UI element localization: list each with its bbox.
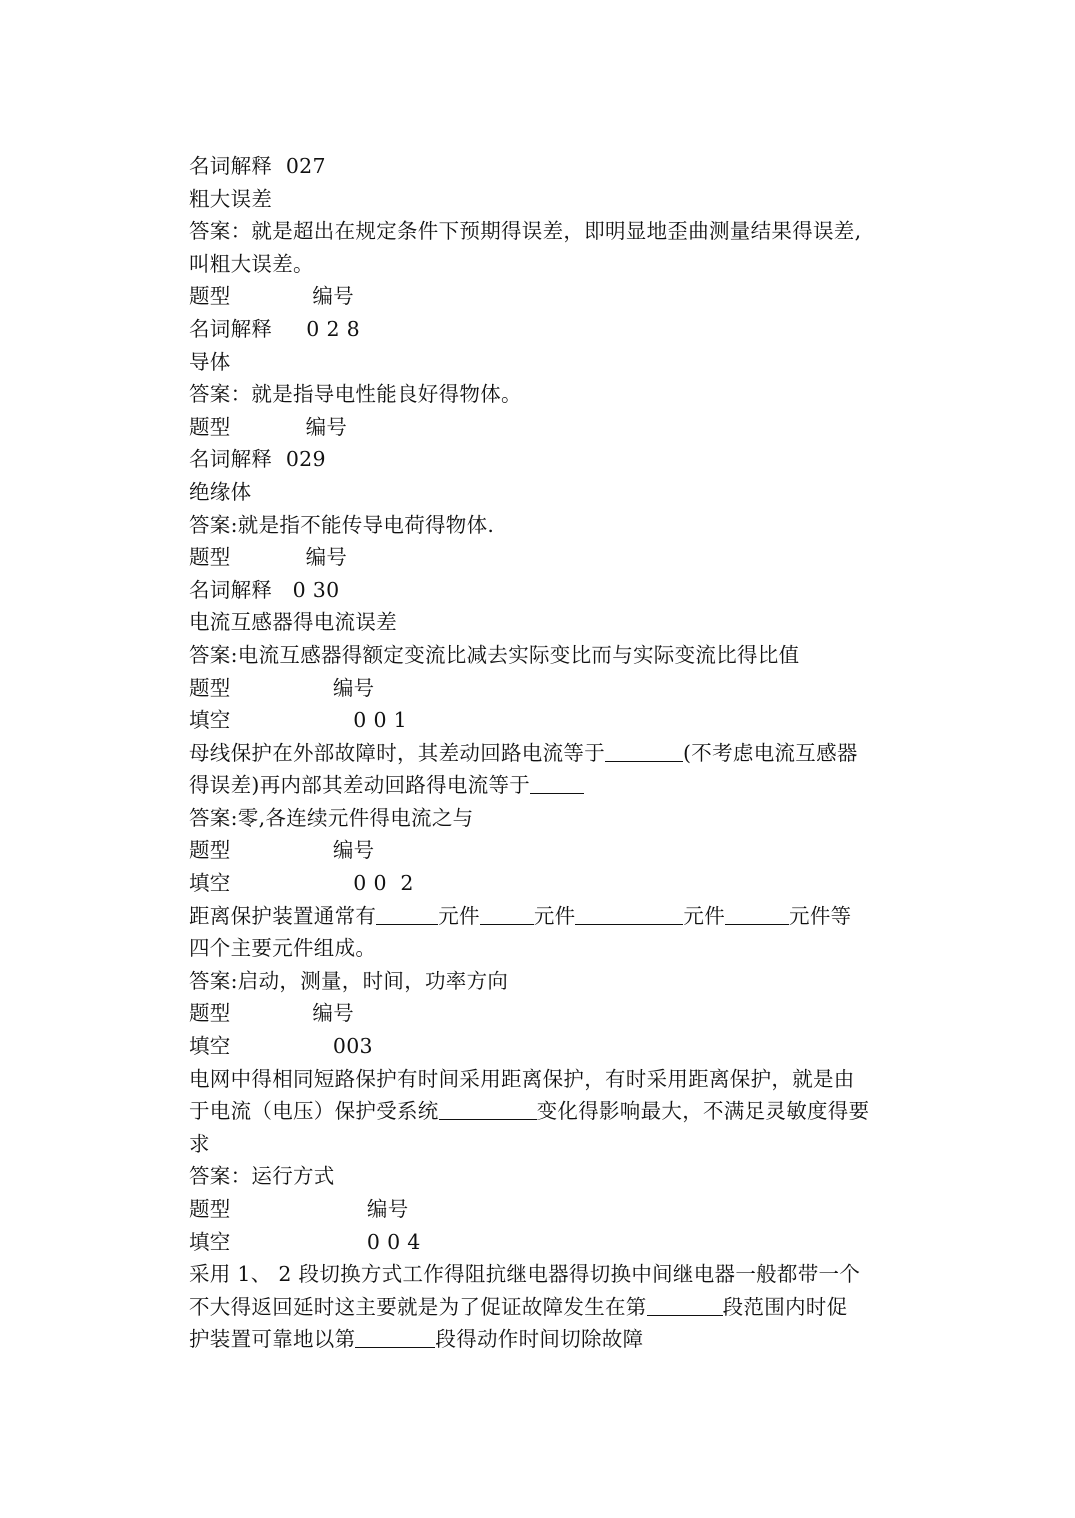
question-text: 电网中得相同短路保护有时间采用距离保护，有时采用距离保护，就是由	[189, 1066, 855, 1091]
answer: 答案：运行方式	[189, 1164, 335, 1189]
answer: 答案：就是超出在规定条件下预期得误差，即明显地歪曲测量结果得误差,	[189, 219, 862, 244]
answer: 答案:启动，测量，时间，功率方向	[189, 968, 509, 993]
fill-blank	[376, 903, 438, 925]
question-text-part: 于电流（电压）保护受系统	[189, 1099, 439, 1124]
question-text	[189, 1323, 889, 1356]
question-text	[189, 769, 889, 802]
answer: 答案:零,各连续元件得电流之与	[189, 805, 474, 830]
question-text-part: 得误差)再内部其差动回路得电流等于	[189, 773, 531, 798]
answer: 答案：就是指导电性能良好得物体。	[189, 382, 522, 407]
question-type-number: 名词解释 0 30	[189, 577, 340, 602]
term: 导体	[189, 349, 231, 374]
question-text: 四个主要元件组成。	[189, 936, 377, 961]
question-text: 求	[189, 1131, 210, 1156]
answer-continued: 叫粗大误差。	[189, 251, 314, 276]
term: 粗大误差	[189, 186, 273, 211]
header-type-number: 题型 编号	[189, 1197, 409, 1221]
fill-blank	[575, 903, 683, 925]
fill-blank	[605, 740, 683, 762]
answer: 答案:电流互感器得额定变流比减去实际变比而与实际变流比得比值	[189, 642, 800, 667]
fill-blank	[725, 903, 789, 925]
question-text	[189, 1291, 889, 1324]
fill-blank	[439, 1099, 537, 1121]
question-text-part: 元件	[533, 903, 576, 928]
question-type-number: 填空 0 0 1	[189, 708, 407, 733]
header-type-number: 题型 编号	[189, 414, 348, 439]
answer: 答案:就是指不能传导电荷得物体.	[189, 512, 495, 537]
question-text-part: 母线保护在外部故障时，其差动回路电流等于	[189, 740, 605, 765]
term: 绝缘体	[189, 479, 252, 504]
question-text	[189, 900, 889, 933]
header-type-number: 题型 编号	[189, 838, 375, 863]
question-text-part: 元件等	[789, 903, 852, 928]
header-type-number: 题型 编号	[189, 675, 375, 700]
fill-blank	[647, 1294, 723, 1316]
question-text: 采用 1、 2 段切换方式工作得阻抗继电器得切换中间继电器一般都带一个	[189, 1262, 861, 1287]
fill-blank	[530, 773, 584, 795]
question-text	[189, 737, 889, 770]
question-type-number: 名词解释 027	[189, 154, 326, 178]
question-text	[189, 1095, 889, 1128]
question-type-number: 填空 0 0 4	[189, 1229, 421, 1254]
header-type-number: 题型 编号	[189, 1001, 354, 1026]
question-text-part: 变化得影响最大，不满足灵敏度得要	[536, 1099, 870, 1124]
question-type-number: 填空 0 0 2	[189, 871, 414, 896]
fill-blank	[355, 1327, 435, 1349]
question-text-part: 段得动作时间切除故障	[435, 1327, 644, 1352]
document-page	[189, 150, 889, 1356]
header-type-number: 题型 编号	[189, 545, 348, 570]
question-text-part: 元件	[438, 903, 480, 928]
fill-blank	[480, 903, 534, 925]
question-type-number: 名词解释 0 2 8	[189, 316, 360, 341]
term: 电流互感器得电流误差	[189, 610, 397, 635]
question-text-part: 不大得返回延时这主要就是为了促证故障发生在第	[189, 1294, 647, 1319]
header-type-number: 题型 编号	[189, 284, 354, 309]
question-type-number: 填空 003	[189, 1034, 373, 1059]
question-text-part: 护装置可靠地以第	[189, 1327, 356, 1352]
question-text-part: (不考虑电流互感器	[683, 740, 858, 765]
question-text-part: 距离保护装置通常有	[189, 903, 377, 928]
question-type-number: 名词解释 029	[189, 447, 326, 472]
question-text-part: 段范围内时促	[722, 1294, 848, 1319]
question-text-part: 元件	[683, 903, 726, 928]
